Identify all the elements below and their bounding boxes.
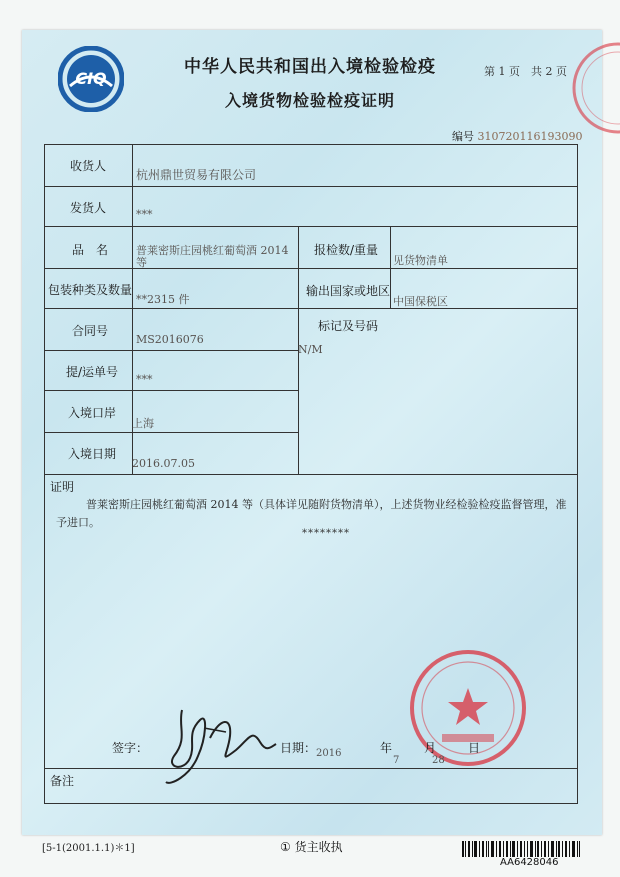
consignor-label: 发货人 [70,201,107,215]
copy-designation: ① 货主收执 [280,840,343,854]
day-unit: 日 [468,741,481,755]
certification-label: 证明 [50,480,75,494]
svg-text:CIQ: CIQ [75,69,107,88]
origin-country-label: 输出国家或地区 [306,284,391,298]
month-unit: 月 [424,741,437,755]
page-indicator: 第 1 页 共 2 页 [484,65,567,78]
entry-date-label: 入境日期 [68,447,117,461]
barcode-icon [462,841,580,857]
sign-date-month: 7 [393,755,400,766]
consignee-value: 杭州鼎世贸易有限公司 [136,168,257,182]
consignee-label: 收货人 [70,159,107,173]
end-marker: ******** [302,528,350,539]
marks-value: N/M [298,343,323,356]
handwritten-signature [160,698,280,788]
contract-value: MS2016076 [136,333,204,346]
date-label: 日期： [280,741,317,755]
row-divider [44,186,578,187]
marks-label: 标记及号码 [318,319,379,333]
row-divider [44,268,578,269]
package-value: **2315 件 [136,293,190,306]
sign-date-year: 2016 [316,748,342,759]
partial-seal-icon [560,38,620,138]
document-subtitle: 入境货物检验检疫证明 [224,91,395,110]
signature-label: 签字： [112,741,149,755]
row-divider [44,474,578,475]
package-label: 包装种类及数量 [48,283,133,297]
certification-text-line1: 普莱密斯庄园桃红葡萄酒 2014 等（具体详见随附货物清单），上述货物业经检验检疫监督管理，准 [86,498,567,511]
bill-value: *** [136,373,153,386]
goods-name-value-line1: 普莱密斯庄园桃红葡萄酒 2014 [136,244,289,257]
row-divider [44,350,298,351]
quantity-value: 见货物清单 [393,254,448,267]
year-unit: 年 [380,741,393,755]
row-divider [44,768,578,769]
row-divider [44,308,578,309]
certification-text-line2: 予进口。 [56,516,100,529]
entry-port-label: 入境口岸 [68,406,117,420]
certificate-number-label: 编号 [452,130,474,143]
row-divider [44,226,578,227]
certificate-number-value: 310720116193090 [477,130,583,143]
goods-name-value-line2: 等 [136,256,147,269]
quantity-label: 报检数/重量 [314,243,379,257]
entry-port-value: 上海 [132,417,154,430]
form-code: [5-1(2001.1.1)＊1] [42,843,135,854]
document-title: 中华人民共和国出入境检验检疫 [184,57,436,77]
column-divider [390,226,391,308]
remarks-label: 备注 [50,774,75,788]
sign-date-day: 28 [432,755,445,766]
row-divider [44,390,298,391]
bill-label: 提/运单号 [66,365,119,379]
consignor-value: *** [136,208,153,221]
certification-text [56,496,576,532]
ciq-logo-icon [58,46,124,112]
contract-label: 合同号 [72,324,109,338]
entry-date-value: 2016.07.05 [132,457,195,470]
row-divider [44,432,298,433]
origin-country-value: 中国保税区 [393,295,448,308]
goods-name-label: 品 名 [72,243,109,257]
barcode-number: AA6428046 [500,857,559,868]
